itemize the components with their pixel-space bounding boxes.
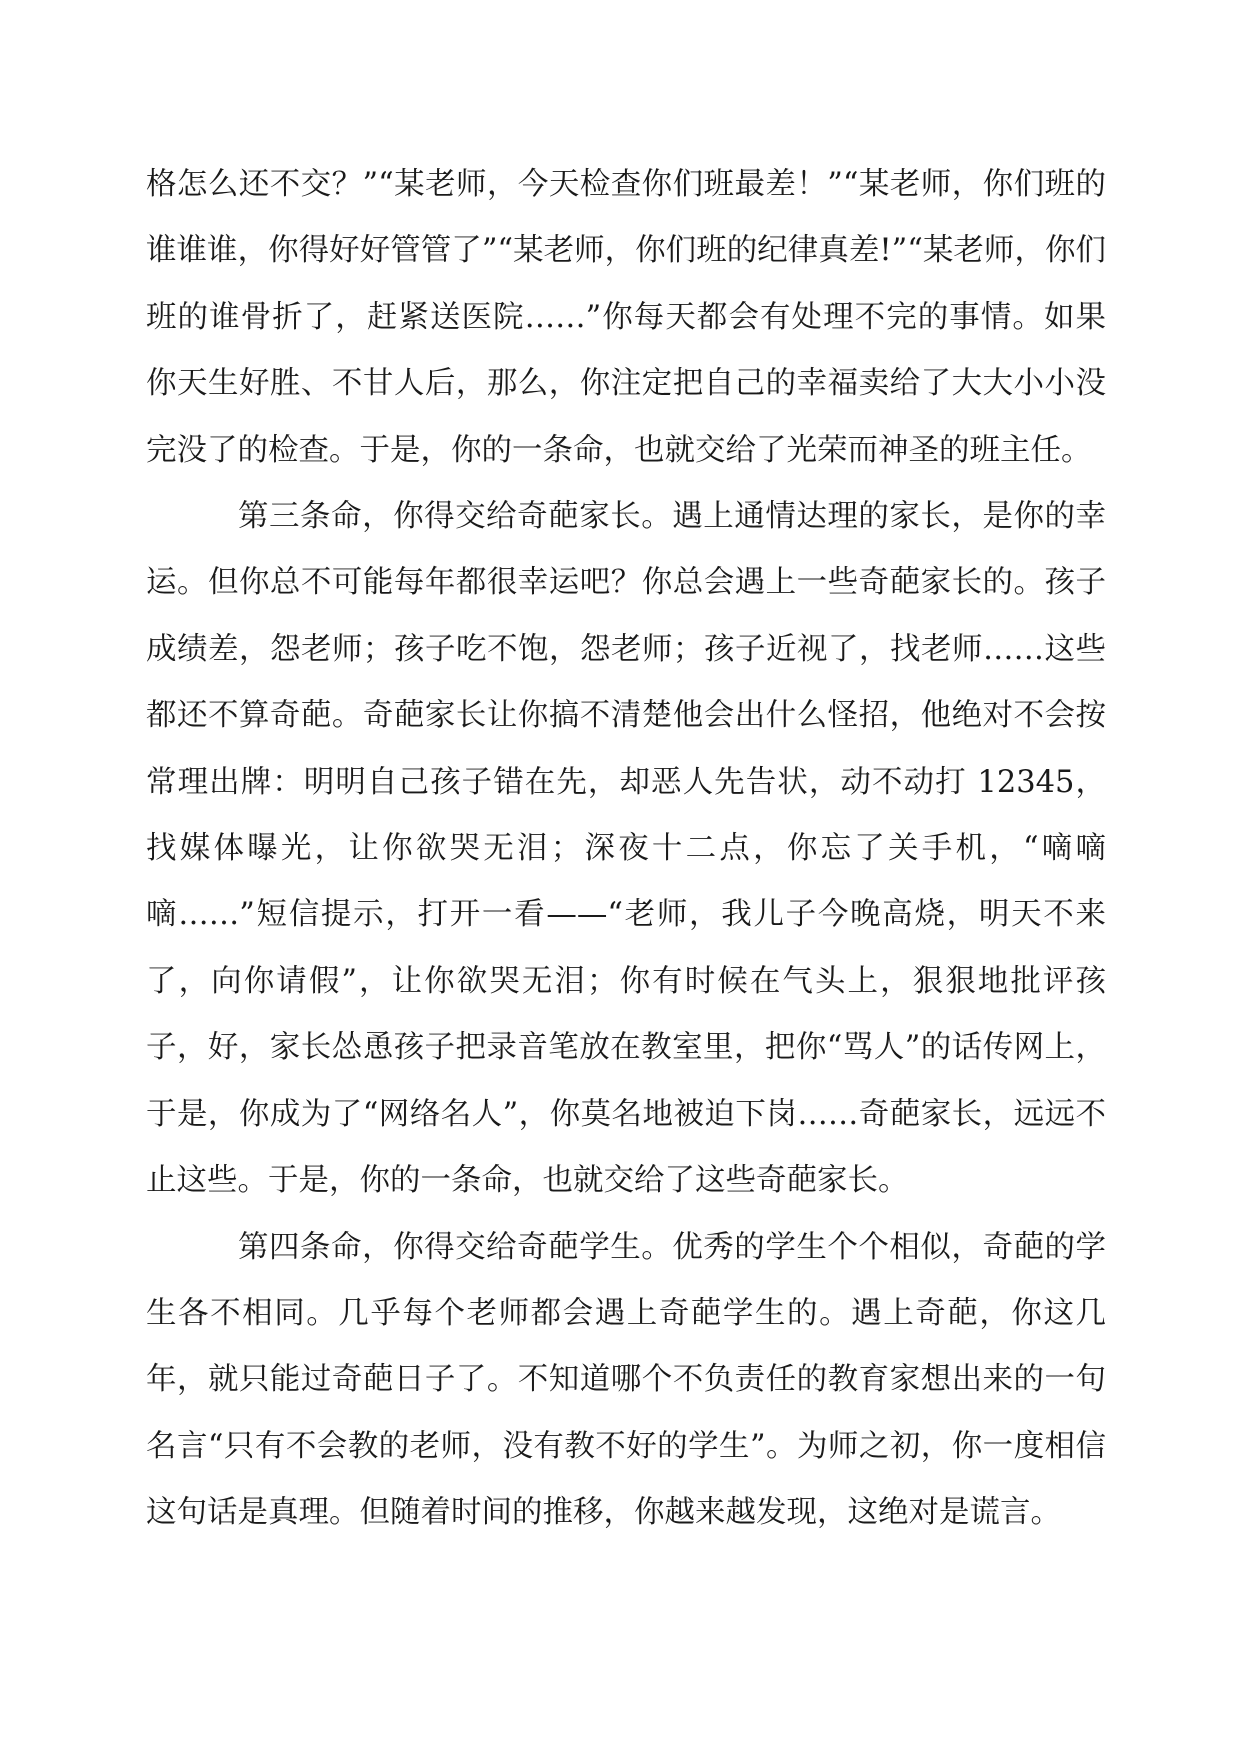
paragraph-third-life: 第三条命，你得交给奇葩家长。遇上通情达理的家长，是你的幸运。但你总不可能每年都很幸运吧？你总会遇上一些奇葩家长的。孩子成绩差，怨老师；孩子吃不饱，怨老师；孩子近视了，找老师……这些都还不算奇葩。奇葩家长让你搞不清楚他会出什么怪招，他绝对不会按常理出牌：明明自己孩子错在先，却恶人先告状，动不动打 12345，找媒体曝光，让你欲哭无泪；深夜十二点，你忘了关手机，“嘀嘀嘀……”短信提示，打开一看——“老师，我儿子今晚高烧，明天不来了，向你请假”，让你欲哭无泪；你有时候在气头上，狠狠地批评孩子，好，家长怂恿孩子把录音笔放在教室里，把你“骂人”的话传网上，于是，你成为了“网络名人”，你莫名地被迫下岗……奇葩家长，远远不止这些。于是，你的一条命，也就交给了这些奇葩家长。 <box>146 499 1106 1199</box>
body-text <box>146 152 1106 1547</box>
paragraph-continuation: 格怎么还不交？”“某老师，今天检查你们班最差！”“某老师，你们班的谁谁谁，你得好好管管了”“某老师，你们班的纪律真差!”“某老师，你们班的谁骨折了，赶紧送医院……”你每天都会有处理不完的事情。如果你天生好胜、不甘人后，那么，你注定把自己的幸福卖给了大大小小没完没了的检查。于是，你的一条命，也就交给了光荣而神圣的班主任。 <box>146 167 1106 468</box>
paragraph-fourth-life: 第四条命，你得交给奇葩学生。优秀的学生个个相似，奇葩的学生各不相同。几乎每个老师都会遇上奇葩学生的。遇上奇葩，你这几年，就只能过奇葩日子了。不知道哪个不负责任的教育家想出来的一句名言“只有不会教的老师，没有教不好的学生”。为师之初，你一度相信这句话是真理。但随着时间的推移，你越来越发现，这绝对是谎言。 <box>146 1229 1106 1531</box>
